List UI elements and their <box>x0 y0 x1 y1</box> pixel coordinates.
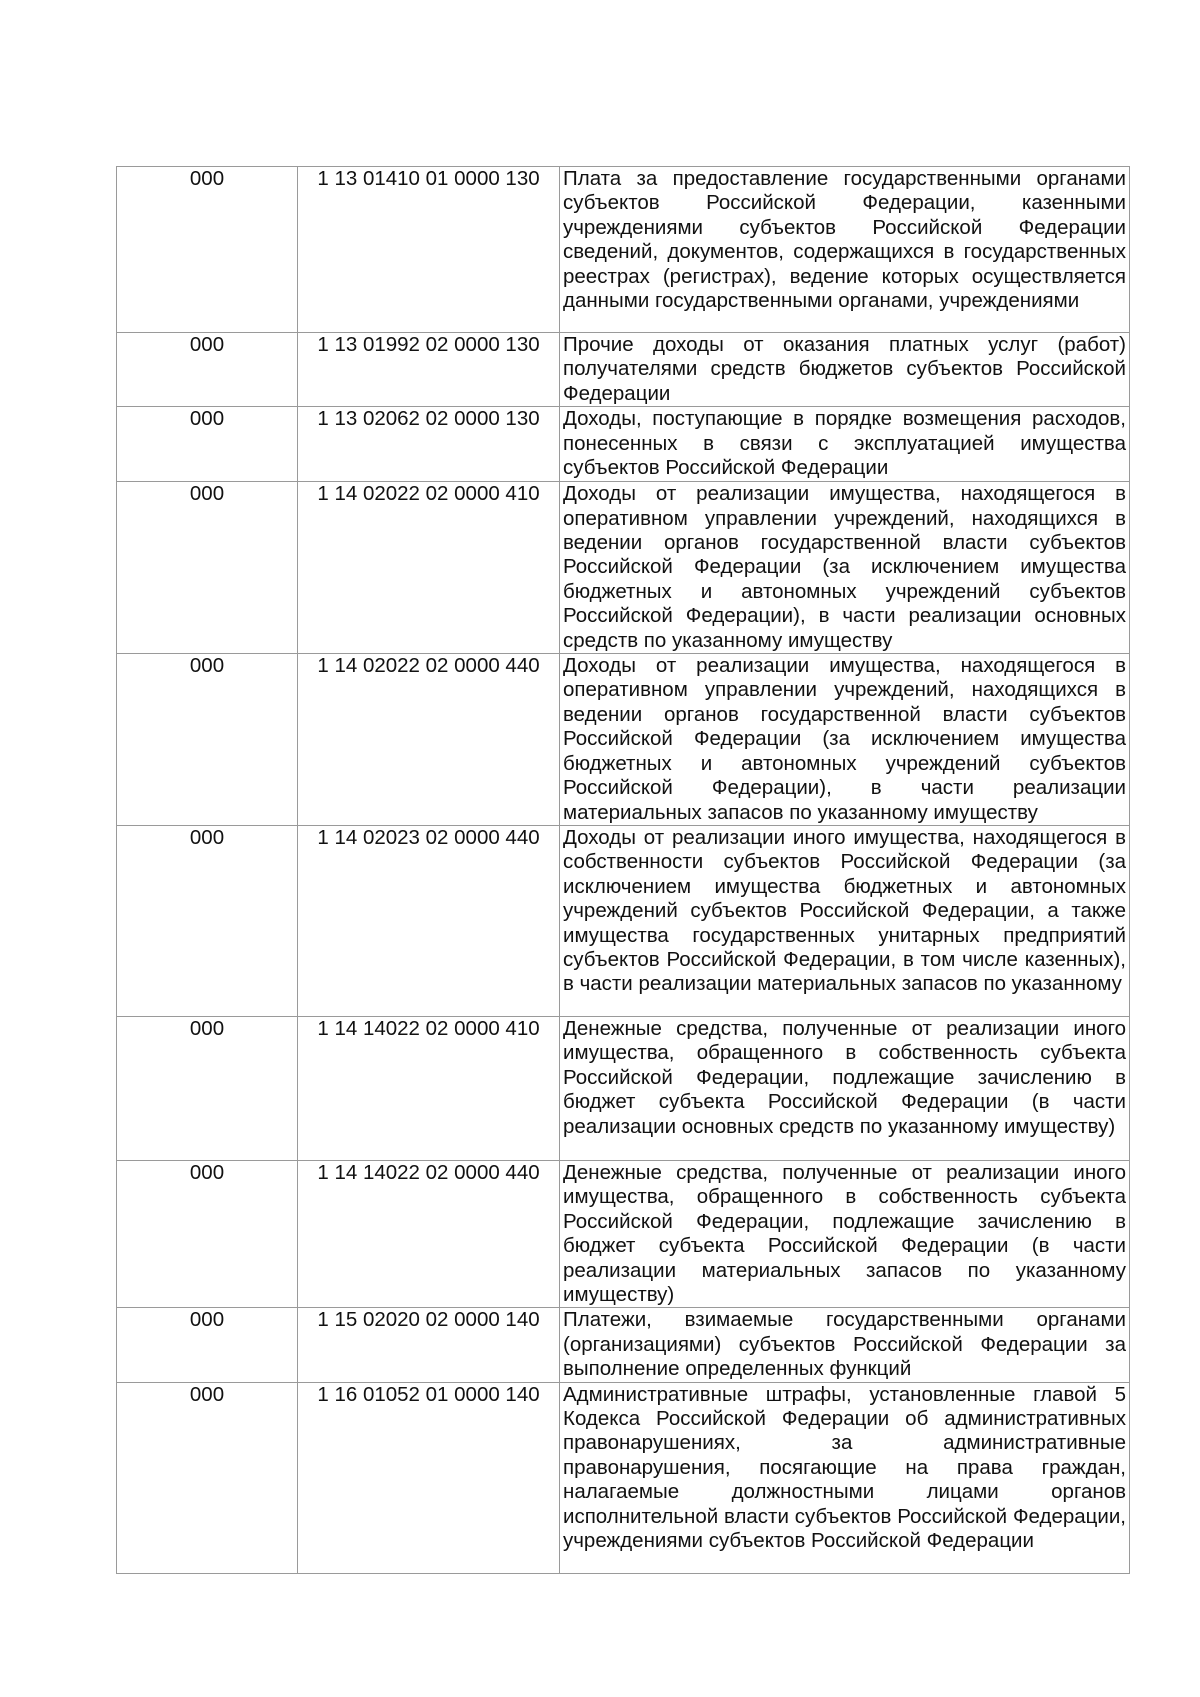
table-row <box>117 1016 1130 1160</box>
budget-code-cell: 1 14 02022 02 0000 410 <box>298 482 560 654</box>
admin-code-cell: 000 <box>117 1016 298 1160</box>
income-name-text: Административные штрафы, установленные главой 5 Кодекса Российской Федерации об административных правонарушениях, за административные правонарушения, посягающие на права граждан, налагаемые должностными лицами органов исполнительной власти субъектов Российской Федерации, учреждениями субъектов Российской Федерации <box>563 1382 1126 1552</box>
budget-code-cell: 1 16 01052 01 0000 140 <box>298 1382 560 1573</box>
income-name-cell <box>560 1382 1130 1573</box>
table-row <box>117 1382 1130 1573</box>
admin-code-cell: 000 <box>117 654 298 826</box>
table-row <box>117 654 1130 826</box>
budget-code-cell: 1 13 01410 01 0000 130 <box>298 167 560 333</box>
income-name-cell <box>560 654 1130 826</box>
income-name-text: Денежные средства, полученные от реализации иного имущества, обращенного в собственность субъекта Российской Федерации, подлежащие зачислению в бюджет субъекта Российской Федерации (в части реализации материальных запасов по указанному имуществу) <box>563 1160 1126 1306</box>
admin-code-cell: 000 <box>117 482 298 654</box>
table-row <box>117 167 1130 333</box>
income-name-cell <box>560 1308 1130 1382</box>
budget-code-cell: 1 15 02020 02 0000 140 <box>298 1308 560 1382</box>
table-row <box>117 825 1130 1016</box>
income-name-cell <box>560 1160 1130 1307</box>
income-name-cell <box>560 333 1130 407</box>
income-name-text: Прочие доходы от оказания платных услуг (работ) получателями средств бюджетов субъектов Российской Федерации <box>563 333 1126 405</box>
budget-code-cell: 1 14 14022 02 0000 410 <box>298 1016 560 1160</box>
table-row <box>117 1160 1130 1307</box>
income-name-cell <box>560 482 1130 654</box>
table-row <box>117 333 1130 407</box>
income-name-text: Доходы от реализации имущества, находящегося в оперативном управлении учреждений, находящихся в ведении органов государственной власти субъектов Российской Федерации (за исключением имущества бюджетных и автономных учреждений субъектов Российской Федерации), в части реализации материальных запасов по указанному имуществу <box>563 654 1126 824</box>
budget-code-cell: 1 13 02062 02 0000 130 <box>298 407 560 482</box>
table-row <box>117 1308 1130 1382</box>
budget-code-cell: 1 14 02022 02 0000 440 <box>298 654 560 826</box>
income-name-text: Доходы от реализации иного имущества, находящегося в собственности субъектов Российской Федерации (за исключением имущества бюджетных и автономных учреждений субъектов Российской Федерации, а также имущества государственных унитарных предприятий субъектов Российской Федерации, в том числе казенных), в части реализации материальных запасов по указанному <box>563 825 1126 996</box>
table-row <box>117 407 1130 482</box>
income-name-text: Доходы от реализации имущества, находящегося в оперативном управлении учреждений, находящихся в ведении органов государственной власти субъектов Российской Федерации (за исключением имущества бюджетных и автономных учреждений субъектов Российской Федерации), в части реализации основных средств по указанному имуществу <box>563 482 1126 652</box>
income-name-text: Плата за предоставление государственными органами субъектов Российской Федерации, казенными учреждениями субъектов Российской Федерации сведений, документов, содержащихся в государственных реестрах (регистрах), ведение которых осуществляется данными государственными органами, учреждениями <box>563 167 1126 313</box>
admin-code-cell: 000 <box>117 333 298 407</box>
admin-code-cell: 000 <box>117 1308 298 1382</box>
budget-code-cell: 1 13 01992 02 0000 130 <box>298 333 560 407</box>
income-name-cell <box>560 1016 1130 1160</box>
admin-code-cell: 000 <box>117 1382 298 1573</box>
admin-code-cell: 000 <box>117 407 298 482</box>
income-name-cell <box>560 825 1130 1016</box>
income-name-text: Денежные средства, полученные от реализации иного имущества, обращенного в собственность субъекта Российской Федерации, подлежащие зачислению в бюджет субъекта Российской Федерации (в части реализации основных средств по указанному имуществу) <box>563 1016 1126 1138</box>
income-name-cell <box>560 407 1130 482</box>
admin-code-cell: 000 <box>117 825 298 1016</box>
admin-code-cell: 000 <box>117 167 298 333</box>
table-row <box>117 482 1130 654</box>
income-name-text: Доходы, поступающие в порядке возмещения расходов, понесенных в связи с эксплуатацией имущества субъектов Российской Федерации <box>563 407 1126 480</box>
income-codes-table <box>116 166 1130 1574</box>
income-name-cell <box>560 167 1130 333</box>
income-name-text: Платежи, взимаемые государственными органами (организациями) субъектов Российской Федерации за выполнение определенных функций <box>563 1308 1126 1381</box>
budget-code-cell: 1 14 02023 02 0000 440 <box>298 825 560 1016</box>
admin-code-cell: 000 <box>117 1160 298 1307</box>
budget-code-cell: 1 14 14022 02 0000 440 <box>298 1160 560 1307</box>
